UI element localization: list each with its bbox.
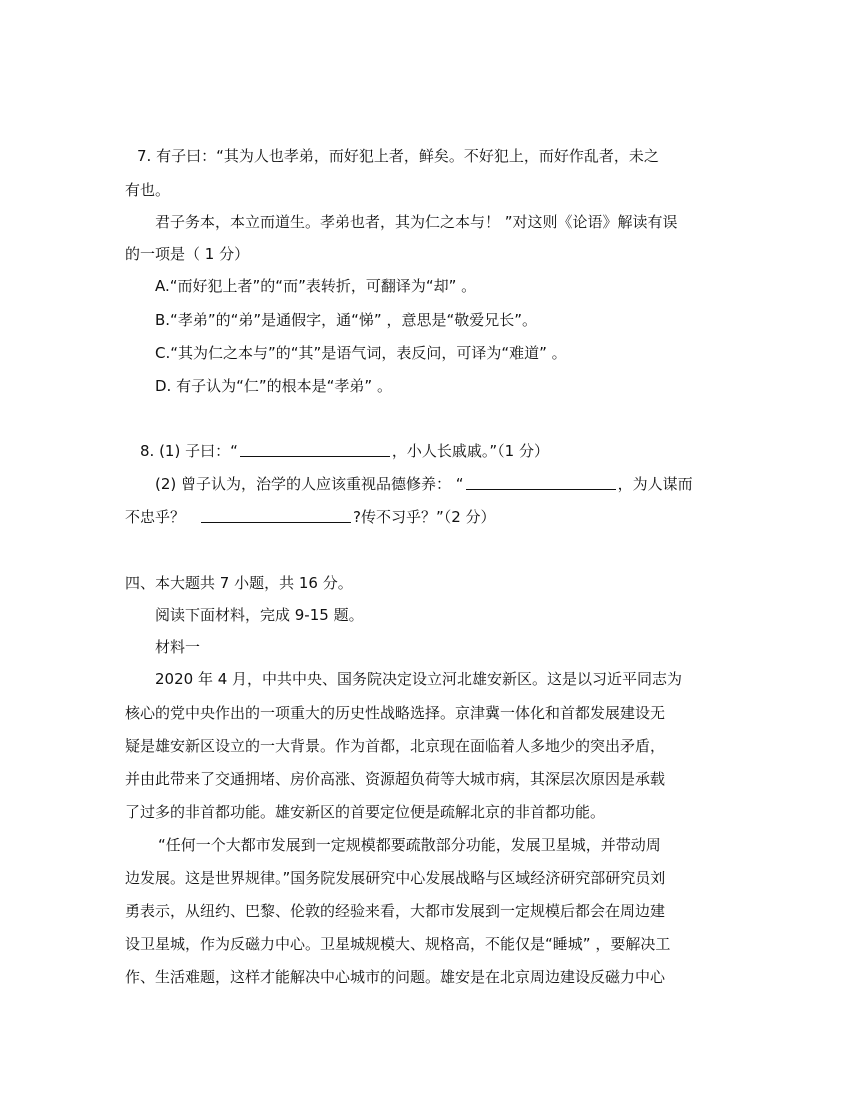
q7-line-3: 君子务本，本立而道生。孝弟也者，其为仁之本与！ ”对这则《论语》解读有误	[155, 213, 678, 231]
passage-line: 并由此带来了交通拥堵、房价高涨、资源超负荷等大城市病，其深层次原因是承载	[125, 770, 666, 788]
q7-option-b: B.“孝弟”的“弟”是通假字，通“悌” ，意思是“敬爱兄长”。	[155, 311, 537, 329]
q8-part-1	[140, 441, 549, 461]
passage-line: 疑是雄安新区设立的一大背景。作为首都，北京现在面临着人多地少的突出矛盾，	[125, 737, 666, 755]
section-4-instruction: 阅读下面材料，完成 9-15 题。	[155, 606, 364, 624]
passage-line: 作、生活难题，这样才能解决中心城市的问题。雄安是在北京周边建设反磁力中心	[125, 968, 666, 986]
q7-option-c: C.“其为仁之本与”的“其”是语气词，表反问，可译为“难道” 。	[155, 344, 567, 362]
q8-part-3	[125, 507, 496, 527]
q8-part-1-suffix: ，小人长戚戚。”（1 分）	[391, 442, 549, 460]
q8-part-2-suffix: ，为人谋而	[617, 475, 693, 493]
passage-line: “任何一个大都市发展到一定规模都要疏散部分功能，发展卫星城，并带动周	[158, 836, 661, 854]
q7-line-4: 的一项是（ 1 分）	[125, 245, 250, 263]
q8-part-2-prefix: (2) 曾子认为，治学的人应该重视品德修养： “	[155, 475, 464, 493]
q8-blank-1[interactable]	[240, 441, 390, 457]
q8-part-3-suffix: ?传不习乎？”（2 分）	[353, 508, 496, 526]
material-title: 材料一	[155, 638, 201, 656]
q8-blank-2[interactable]	[466, 474, 616, 490]
q7-line-2: 有也。	[125, 181, 171, 199]
passage-line: 2020 年 4 月，中共中央、国务院决定设立河北雄安新区。这是以习近平同志为	[155, 670, 683, 688]
section-4-heading: 四、本大题共 7 小题，共 16 分。	[125, 574, 353, 592]
passage-line: 了过多的非首都功能。雄安新区的首要定位便是疏解北京的非首都功能。	[125, 803, 606, 821]
q7-option-d: D. 有子认为“仁”的根本是“孝弟” 。	[155, 377, 392, 395]
passage-line: 核心的党中央作出的一项重大的历史性战略选择。京津冀一体化和首都发展建设无	[125, 704, 666, 722]
q8-blank-3[interactable]	[201, 507, 351, 523]
q7-line-1: 7. 有子曰：“其为人也孝弟，而好犯上者，鲜矣。不好犯上，而好作乱者，未之	[137, 147, 659, 165]
q8-part-2	[155, 474, 693, 494]
q8-part-3-prefix: 不忠乎？	[125, 508, 186, 526]
q8-part-1-prefix: 8. (1) 子曰：“	[140, 442, 238, 460]
passage-line: 勇表示，从纽约、巴黎、伦敦的经验来看，大都市发展到一定规模后都会在周边建	[125, 902, 666, 920]
passage-line: 边发展。这是世界规律。”国务院发展研究中心发展战略与区域经济研究部研究员刘	[125, 869, 666, 887]
passage-line: 设卫星城，作为反磁力中心。卫星城规模大、规格高，不能仅是“睡城” ，要解决工	[125, 935, 671, 953]
q7-option-a: A.“而好犯上者”的“而”表转折，可翻译为“却” 。	[155, 277, 477, 295]
